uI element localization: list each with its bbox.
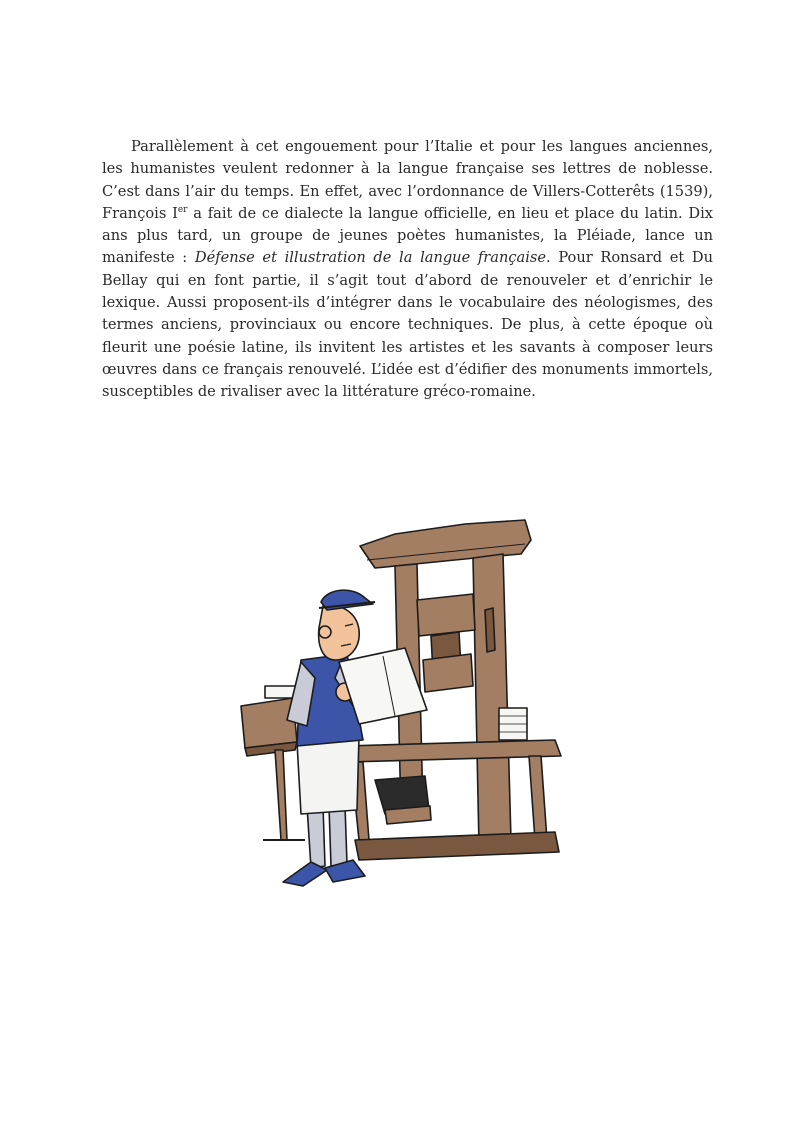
paragraph-text-1: Parallèlement à cet engouement pour l’Italie et pour les langues anciennes, les humanistes veulent redonner à la langue française ses lettres de noblesse. C’est dans l’air du temps. En effet, avec l’ordonnance de Villers-Cotterêts (1539), François I xyxy=(102,138,713,222)
ordinal-superscript: er xyxy=(177,204,188,215)
body-paragraph xyxy=(102,136,713,404)
printing-press-illustration xyxy=(235,510,570,900)
paragraph-text-2: a fait de ce dialecte la langue officielle, en lieu et place du latin. Dix ans plus tard, un groupe de jeunes poètes humanistes, la Pléiade, lance un manifeste : xyxy=(102,204,713,267)
paragraph-text-3: . Pour Ronsard et Du Bellay qui en font partie, il s’agit tout d’abord de renouveler et d’enrichir le lexique. Aussi proposent-ils d’intégrer dans le vocabulaire des néologismes, des termes anciens, provinciaux ou encore techniques. De plus, à cette époque où fleurit une poésie latine, ils invitent les artistes et les savants à composer leurs œuvres dans ce français renouvelé. L’idée est d’édifier des monuments immortels, susceptibles de rivaliser avec la littérature gréco-romaine. xyxy=(102,249,713,401)
manifesto-title: Défense et illustration de la langue française xyxy=(194,249,547,267)
